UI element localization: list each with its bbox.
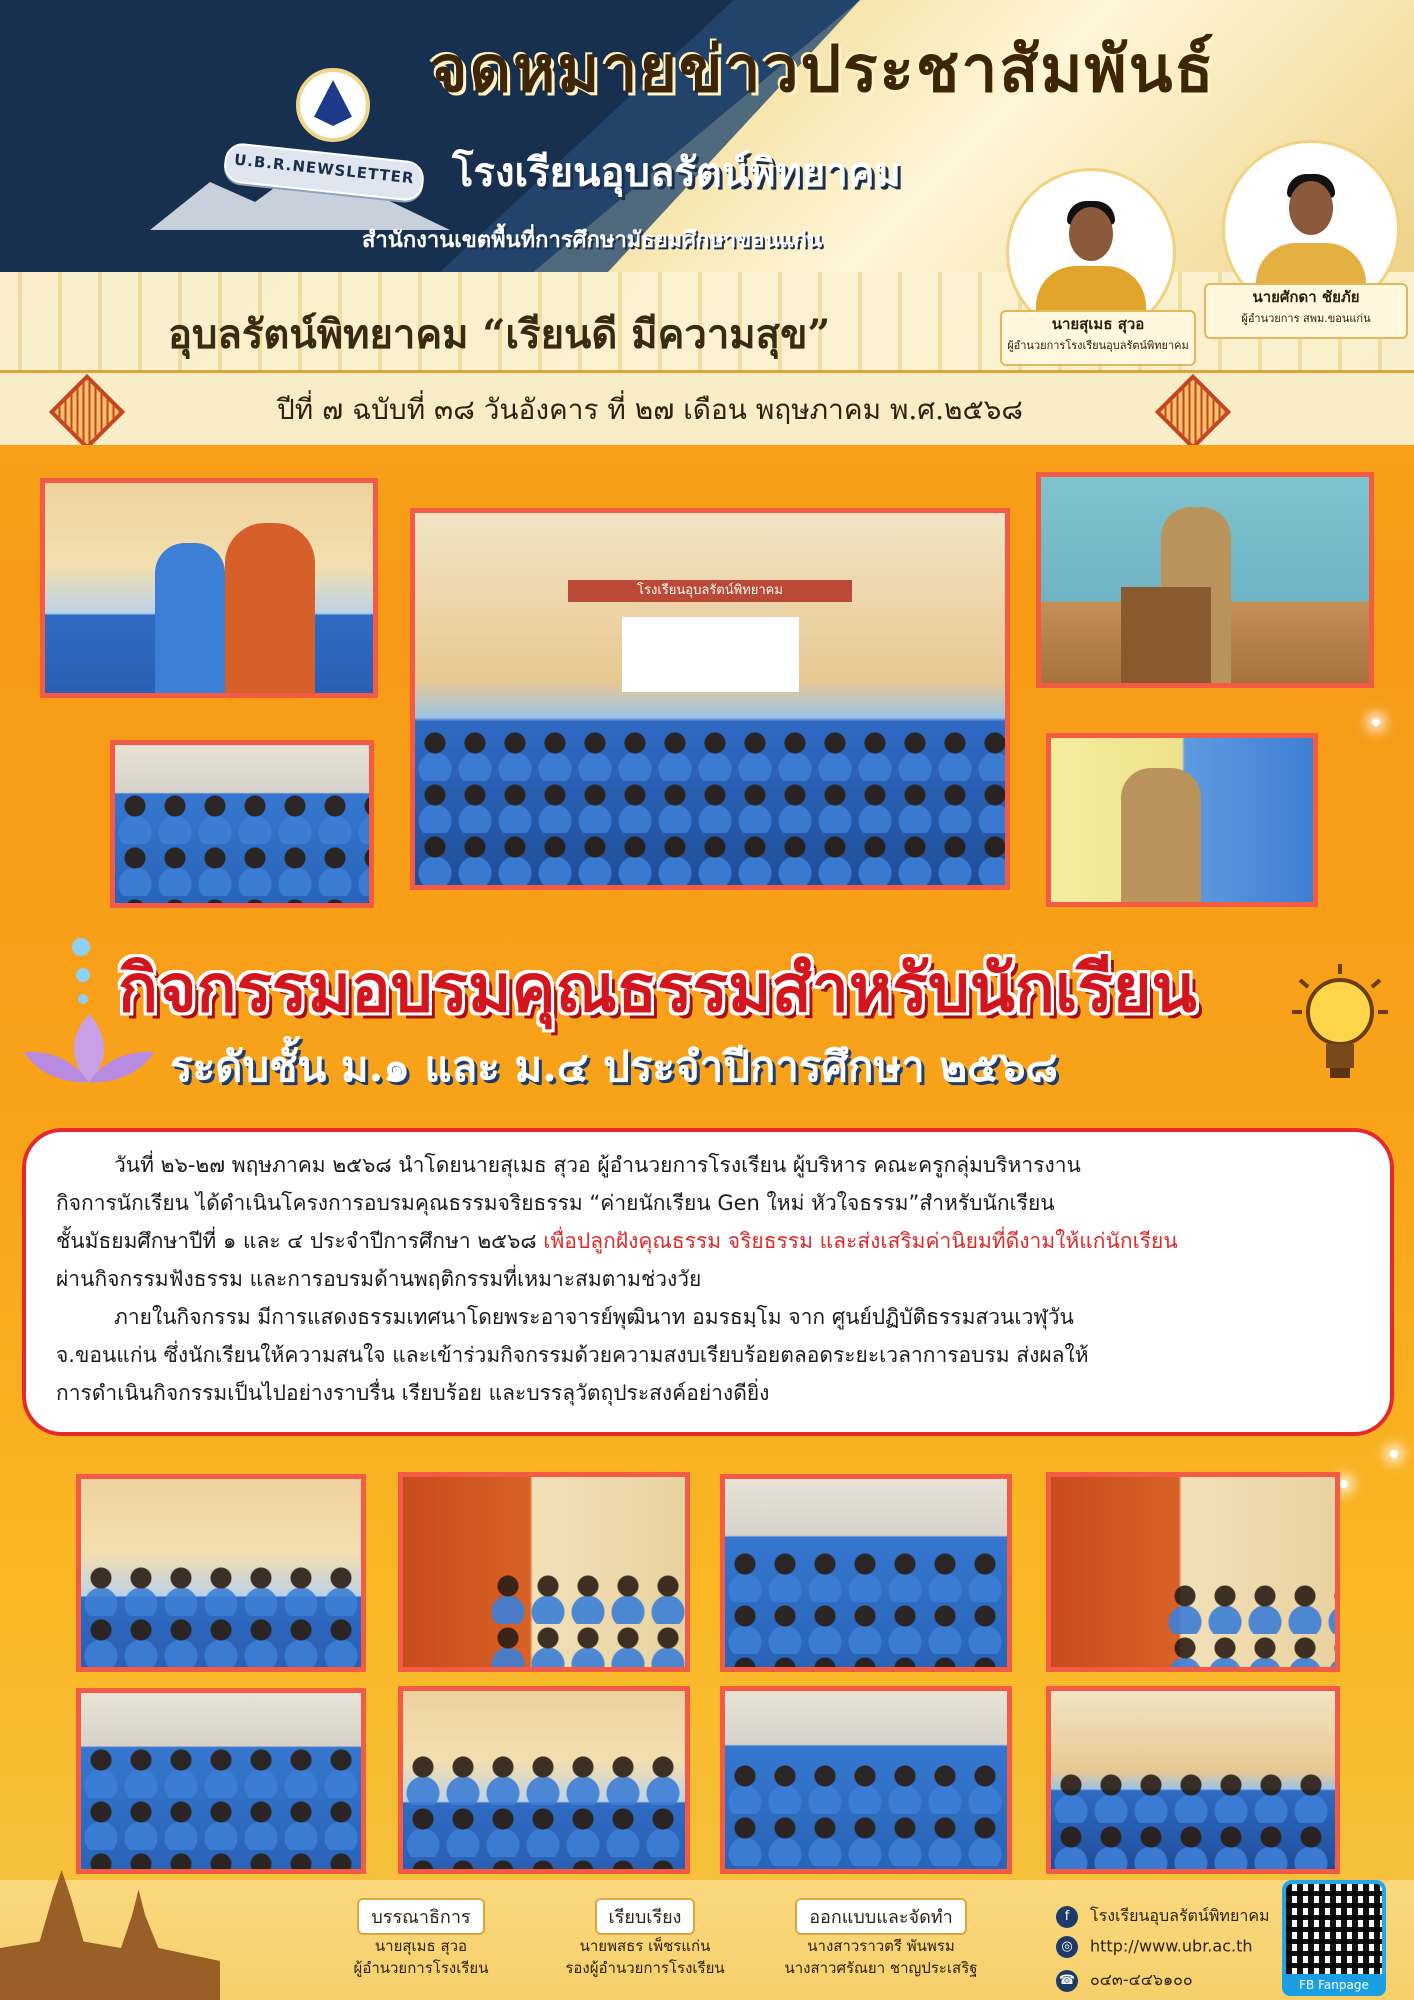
photo-grid-8 [1046, 1686, 1340, 1874]
decor-dot [78, 994, 88, 1004]
contact-website[interactable] [1056, 1936, 1252, 1958]
sparkle [1340, 1480, 1348, 1488]
photo-podium-speaker [1036, 472, 1374, 688]
credit-writer [520, 1898, 770, 1979]
students-crowd [81, 1564, 361, 1667]
header [0, 0, 1414, 445]
photo-grid-5 [76, 1688, 366, 1874]
figure-student [155, 543, 225, 693]
credit-name: นายสุเมธ สุวอ [374, 1937, 468, 1955]
director-title: ผู้อำนวยการโรงเรียนอุบลรัตน์พิทยาคม [1007, 339, 1189, 352]
decor-dot [76, 968, 90, 982]
students-crowd [81, 1746, 361, 1869]
credit-name-2: นางสาวศรัณยา ชาญประเสริฐ [784, 1959, 978, 1977]
school-logo [296, 68, 370, 142]
logo-text: U.B.R.NEWSLETTER [233, 150, 416, 188]
credit-name: นางสาวราวตรี พันพรม [807, 1937, 955, 1955]
credit-designer [736, 1898, 1026, 1979]
nameplate-director [1000, 310, 1196, 366]
students-crowd [1051, 1771, 1335, 1869]
qr-code[interactable] [1282, 1880, 1386, 1984]
students-crowd [415, 729, 1005, 885]
portrait-face [1289, 181, 1333, 235]
stage-banner-text: โรงเรียนอุบลรัตน์พิทยาคม [637, 582, 783, 598]
photo-grid-3 [720, 1474, 1012, 1672]
photo-grid-7 [720, 1686, 1012, 1874]
stage-banner [568, 580, 851, 602]
article-line: กิจการนักเรียน ได้ดำเนินโครงการอบรมคุณธรรมจริยธรรม “ค่ายนักเรียน Gen ใหม่ หัวใจธรรม”สำหรับนักเรียน [56, 1191, 1055, 1215]
subheadline: ระดับชั้น ม.๑ และ ม.๔ ประจำปีการศึกษา ๒๕๖๘ [170, 1042, 1058, 1091]
contact-phone[interactable] [1056, 1968, 1193, 1993]
article-line [56, 1222, 1366, 1260]
credit-label: ออกแบบและจัดทำ [795, 1898, 966, 1935]
decor-dot [72, 938, 90, 956]
sparkle [1372, 718, 1380, 726]
credit-role: รองผู้อำนวยการโรงเรียน [565, 1959, 725, 1977]
article-text: ชั้นมัธยมศึกษาปีที่ ๑ และ ๔ ประจำปีการศึกษา ๒๕๖๘ [56, 1229, 544, 1253]
stage-screen [622, 617, 799, 691]
photo-group-stage [410, 508, 1010, 890]
credit-label: เรียบเรียง [595, 1898, 696, 1935]
portrait-face [1069, 207, 1113, 261]
photo-student-monk [40, 478, 378, 698]
photo-grid-6 [398, 1686, 690, 1874]
lightbulb-icon [1290, 960, 1390, 1100]
facebook-page-name: โรงเรียนอุบลรัตน์พิทยาคม [1090, 1906, 1270, 1925]
facebook-icon: f [1056, 1906, 1078, 1928]
logo-emblem-icon [314, 80, 352, 126]
article-line: วันที่ ๒๖-๒๗ พฤษภาคม ๒๕๖๘ นำโดยนายสุเมธ สุวอ ผู้อำนวยการโรงเรียน ผู้บริหาร คณะครูกลุ่มบริหารงาน [114, 1153, 1081, 1177]
photo-grid-2 [398, 1472, 690, 1672]
article-line: ผ่านกิจกรรมฟังธรรม และการอบรมด้านพฤติกรรมที่เหมาะสมตามช่วงวัย [56, 1267, 702, 1291]
photo-students-sitting [110, 740, 374, 908]
students-crowd [403, 1753, 685, 1869]
students-crowd [725, 1762, 1007, 1869]
article-line: การดำเนินกิจกรรมเป็นไปอย่างราบรื่น เรียบร้อย และบรรลุวัตถุประสงค์อย่างดียิ่ง [56, 1381, 770, 1405]
school-name: โรงเรียนอุบลรัตน์พิทยาคม [452, 149, 901, 196]
credit-label: บรรณาธิการ [357, 1898, 484, 1935]
figure-monk [225, 523, 315, 693]
area-office: สำนักงานเขตพื้นที่การศึกษามัธยมศึกษาขอนแก่น [362, 228, 823, 253]
figure-teacher [1121, 768, 1201, 907]
credit-name: นายพสธร เพ็ชรแก่น [579, 1937, 711, 1955]
sparkle [1390, 1450, 1398, 1458]
article-line: จ.ขอนแก่น ซึ่งนักเรียนให้ความสนใจ และเข้าร่วมกิจกรรมด้วยความสงบเรียบร้อยตลอดระยะเวลาการอบรม ส่งผลให้ [56, 1343, 1089, 1367]
newsletter-title: จดหมายข่าวประชาสัมพันธ์ [430, 32, 1216, 107]
issue-info: ปีที่ ๗ ฉบับที่ ๓๘ วันอังคาร ที่ ๒๗ เดือน พฤษภาคม พ.ศ.๒๕๖๘ [276, 393, 1024, 426]
area-director-name: นายศักดา ชัยภัย [1252, 288, 1360, 306]
qr-label: FB Fanpage [1282, 1974, 1386, 1996]
phone-number: ๐๔๓-๔๔๖๑๐๐ [1090, 1970, 1193, 1989]
photo-grid-4 [1046, 1472, 1340, 1672]
students-crowd [115, 792, 369, 903]
globe-icon: ◎ [1056, 1936, 1078, 1958]
director-name: นายสุเมธ สุวอ [1051, 315, 1145, 333]
students-crowd [725, 1550, 1007, 1667]
students-crowd [1165, 1582, 1335, 1668]
students-crowd [488, 1572, 685, 1667]
article-line: ภายในกิจกรรม มีการแสดงธรรมเทศนาโดยพระอาจารย์พุฒินาท อมรธมฺโม จาก ศูนย์ปฏิบัติธรรมสวนเวฬุวัน [114, 1305, 1074, 1329]
article-paragraph-2 [56, 1298, 1366, 1412]
photo-grid-1 [76, 1474, 366, 1672]
contact-facebook[interactable] [1056, 1904, 1270, 1929]
phone-icon: ☎ [1056, 1970, 1078, 1992]
article-highlight: เพื่อปลูกฝังคุณธรรม จริยธรรม และส่งเสริมค่านิยมที่ดีงามให้แก่นักเรียน [543, 1229, 1178, 1253]
school-motto: อุบลรัตน์พิทยาคม “เรียนดี มีความสุข” [168, 311, 831, 358]
podium [1121, 587, 1211, 687]
credit-editor [296, 1898, 546, 1979]
website-url: http://www.ubr.ac.th [1090, 1936, 1253, 1956]
article-textbox [22, 1128, 1394, 1436]
area-director-title: ผู้อำนวยการ สพม.ขอนแก่น [1241, 312, 1371, 325]
photo-teacher-reading [1046, 733, 1318, 907]
article-paragraph-1 [56, 1146, 1366, 1298]
nameplate-area-director [1204, 283, 1408, 339]
credit-role: ผู้อำนวยการโรงเรียน [353, 1959, 489, 1977]
headline: กิจกรรมอบรมคุณธรรมสำหรับนักเรียน [118, 949, 1197, 1027]
lotus-icon [14, 1010, 164, 1086]
